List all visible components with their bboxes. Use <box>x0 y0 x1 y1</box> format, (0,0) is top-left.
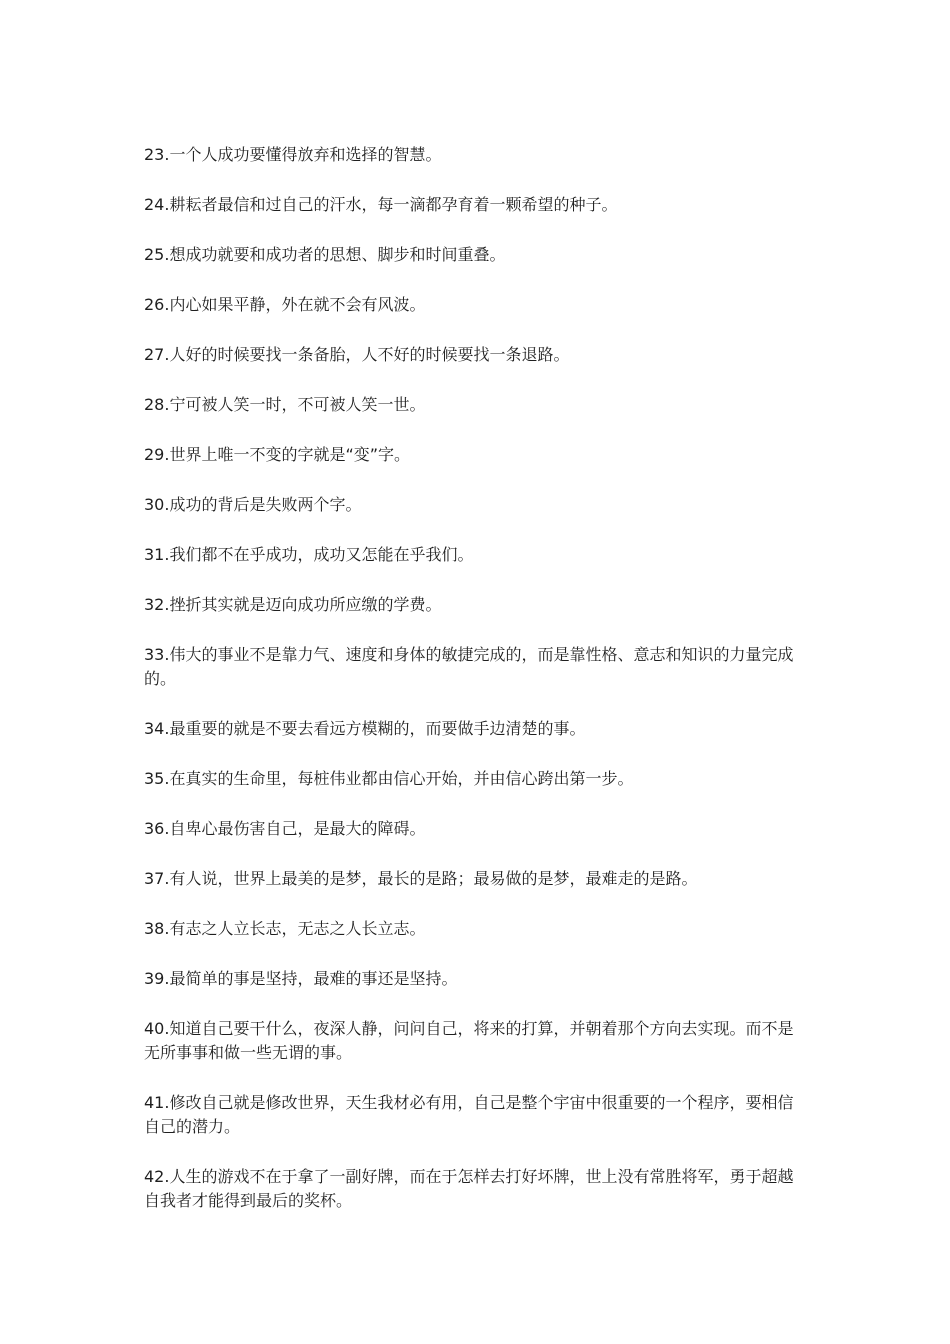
paragraph-23: 23.一个人成功要懂得放弃和选择的智慧。 <box>144 145 442 164</box>
paragraph-35: 35.在真实的生命里，每桩伟业都由信心开始，并由信心跨出第一步。 <box>144 769 634 788</box>
paragraph-37: 37.有人说，世界上最美的是梦，最长的是路；最易做的是梦，最难走的是路。 <box>144 869 698 888</box>
paragraph-41: 41.修改自己就是修改世界，天生我材必有用，自己是整个宇宙中很重要的一个程序，要相信自己的潜力。 <box>144 1093 794 1136</box>
paragraph-31: 31.我们都不在乎成功，成功又怎能在乎我们。 <box>144 545 474 564</box>
document-body <box>144 143 808 1239</box>
paragraph-42: 42.人生的游戏不在于拿了一副好牌，而在于怎样去打好坏牌，世上没有常胜将军，勇于超越自我者才能得到最后的奖杯。 <box>144 1167 794 1210</box>
paragraph-34: 34.最重要的就是不要去看远方模糊的，而要做手边清楚的事。 <box>144 719 586 738</box>
paragraph-25: 25.想成功就要和成功者的思想、脚步和时间重叠。 <box>144 245 506 264</box>
paragraph-39: 39.最简单的事是坚持，最难的事还是坚持。 <box>144 969 458 988</box>
paragraph-40: 40.知道自己要干什么，夜深人静，问问自己，将来的打算，并朝着那个方向去实现。而不是无所事事和做一些无谓的事。 <box>144 1019 794 1062</box>
paragraph-26: 26.内心如果平静，外在就不会有风波。 <box>144 295 426 314</box>
paragraph-36: 36.自卑心最伤害自己，是最大的障碍。 <box>144 819 426 838</box>
paragraph-24: 24.耕耘者最信和过自己的汗水，每一滴都孕育着一颗希望的种子。 <box>144 195 618 214</box>
paragraph-27: 27.人好的时候要找一条备胎，人不好的时候要找一条退路。 <box>144 345 570 364</box>
paragraph-32: 32.挫折其实就是迈向成功所应缴的学费。 <box>144 595 442 614</box>
paragraph-38: 38.有志之人立长志，无志之人长立志。 <box>144 919 426 938</box>
paragraph-28: 28.宁可被人笑一时，不可被人笑一世。 <box>144 395 426 414</box>
paragraph-33: 33.伟大的事业不是靠力气、速度和身体的敏捷完成的，而是靠性格、意志和知识的力量完成的。 <box>144 645 794 688</box>
paragraph-30: 30.成功的背后是失败两个字。 <box>144 495 362 514</box>
paragraph-29: 29.世界上唯一不变的字就是“变”字。 <box>144 445 411 464</box>
